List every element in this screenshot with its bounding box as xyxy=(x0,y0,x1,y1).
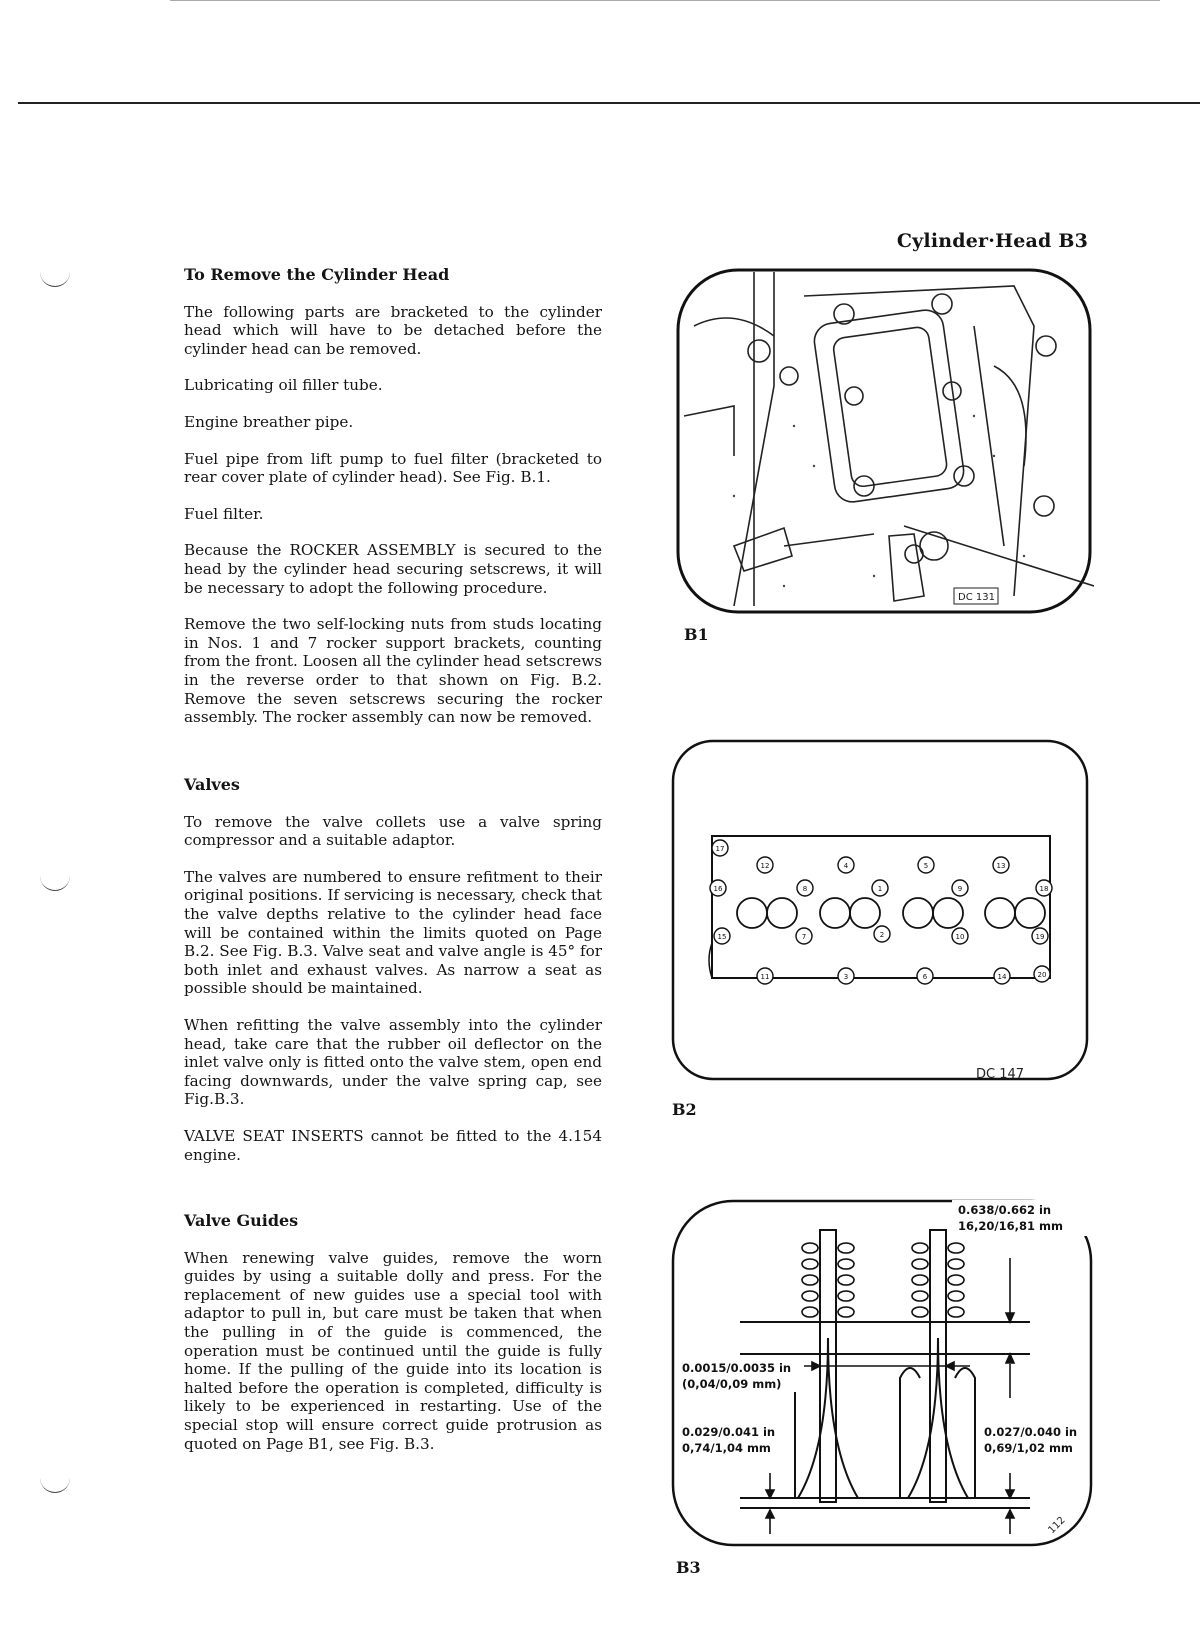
section-valves xyxy=(184,776,602,1164)
figure-b3-valve-dimensions xyxy=(670,1198,1094,1548)
header-rule xyxy=(18,102,1200,104)
bolt-label: 17 xyxy=(715,845,725,853)
figure-b3-code: 112 xyxy=(1046,1514,1068,1537)
paragraph: The following parts are bracketed to the cylinder head which will have to be detached before the cylinder head can be removed. xyxy=(184,302,602,358)
dim-exhaust-depth-mm: 0,69/1,02 mm xyxy=(984,1441,1073,1455)
paragraph: Engine breather pipe. xyxy=(184,412,354,431)
figure-b1-code: DC 131 xyxy=(958,592,995,603)
paragraph: To remove the valve collets use a valve spring compressor and a suitable adaptor. xyxy=(184,812,602,850)
paragraph: When refitting the valve assembly into the cylinder head, take care that the rubber oil deflector on the inlet valve only is fitted onto the valve stem, open end facing downwards, under the valve spring cap, see Fig.B.3. xyxy=(184,1015,602,1109)
paragraph: Fuel pipe from lift pump to fuel filter (bracketed to rear cover plate of cylinder head). See Fig. B.1. xyxy=(184,449,602,487)
paragraph: Remove the two self-locking nuts from studs locating in Nos. 1 and 7 rocker support brackets, counting from the front. Loosen all the cylinder head setscrews in the reverse order to that shown on Fig. B.2. Remove the seven setscrews securing the rocker assembly. The rocker assembly can now be removed. xyxy=(184,615,602,727)
paragraph: Lubricating oil filler tube. xyxy=(184,376,383,395)
bolt-label: 4 xyxy=(843,862,849,870)
dim-inlet-depth-in: 0.029/0.041 in xyxy=(682,1425,776,1439)
figure-b2-label: B2 xyxy=(672,1100,697,1119)
dim-inlet-depth-mm: 0,74/1,04 mm xyxy=(682,1441,771,1455)
bolt-label: 16 xyxy=(713,885,723,893)
heading-remove-cylinder-head: To Remove the Cylinder Head xyxy=(184,265,450,284)
paragraph: The valves are numbered to ensure refitment to their original positions. If servicing is necessary, check that the valve depths relative to the cylinder head face will be contained within the limits quoted on Page B.2. See Fig. B.3. Valve seat and valve angle is 45° for both inlet and exhaust valves. As narrow a seat as possible should be maintained. xyxy=(184,867,602,998)
figure-b2-code: DC 147 xyxy=(976,1067,1025,1082)
bolt-label: 7 xyxy=(801,933,807,941)
paragraph: VALVE SEAT INSERTS cannot be fitted to the 4.154 engine. xyxy=(184,1126,602,1164)
figure-b1-illustration xyxy=(674,266,1094,616)
bolt-label: 8 xyxy=(802,885,808,893)
bolt-label: 20 xyxy=(1037,971,1047,979)
bolt-label: 5 xyxy=(923,862,929,870)
paragraph: Fuel filter. xyxy=(184,504,264,523)
bolt-label: 13 xyxy=(996,862,1006,870)
paragraph: Because the ROCKER ASSEMBLY is secured to the head by the cylinder head securing setscrews, it will be necessary to adopt the following procedure. xyxy=(184,541,602,597)
figure-b2-bolt-sequence xyxy=(670,738,1090,1082)
paragraph: When renewing valve guides, remove the worn guides by using a suitable dolly and press. For the replacement of new guides use a special tool with adaptor to pull in, but care must be taken that when the pulling in of the guide is commenced, the operation must be continued until the guide is fully home. If the pulling of the guide into its location is halted before the operation is completed, difficulty is likely to be experienced in restarting. Use of the special stop will ensure correct guide protrusion as quoted on Page B1, see Fig. B.3. xyxy=(184,1248,602,1453)
figure-b3-label: B3 xyxy=(676,1558,701,1577)
binder-mark xyxy=(40,876,70,891)
dim-stem-clearance-in: 0.0015/0.0035 in xyxy=(682,1361,792,1375)
bolt-label: 3 xyxy=(843,973,849,981)
bolt-label: 14 xyxy=(997,973,1007,981)
bolt-label: 10 xyxy=(955,933,965,941)
bolt-label: 12 xyxy=(760,862,770,870)
section-valve-guides xyxy=(184,1212,602,1453)
top-edge-line xyxy=(170,0,1160,1)
heading-valve-guides: Valve Guides xyxy=(184,1211,299,1230)
bolt-label: 2 xyxy=(879,931,885,939)
binder-mark xyxy=(40,272,70,287)
bolt-label: 11 xyxy=(760,973,770,981)
bolt-label: 9 xyxy=(957,885,963,893)
page-title: Cylinder·Head B3 xyxy=(896,230,1088,252)
figure-b1-label: B1 xyxy=(684,625,709,644)
dim-stem-clearance-mm: (0,04/0,09 mm) xyxy=(682,1377,782,1391)
section-remove-cylinder-head xyxy=(184,266,602,727)
dim-exhaust-depth-in: 0.027/0.040 in xyxy=(984,1425,1078,1439)
bolt-label: 19 xyxy=(1035,933,1045,941)
bolt-label: 15 xyxy=(717,933,727,941)
bolt-label: 1 xyxy=(877,885,883,893)
heading-valves: Valves xyxy=(184,775,240,794)
bolt-label: 6 xyxy=(922,973,928,981)
binder-mark xyxy=(40,1478,70,1493)
dim-valve-protrusion-mm: 16,20/16,81 mm xyxy=(958,1219,1063,1233)
bolt-label: 18 xyxy=(1039,885,1049,893)
dim-valve-protrusion-in: 0.638/0.662 in xyxy=(958,1203,1052,1217)
